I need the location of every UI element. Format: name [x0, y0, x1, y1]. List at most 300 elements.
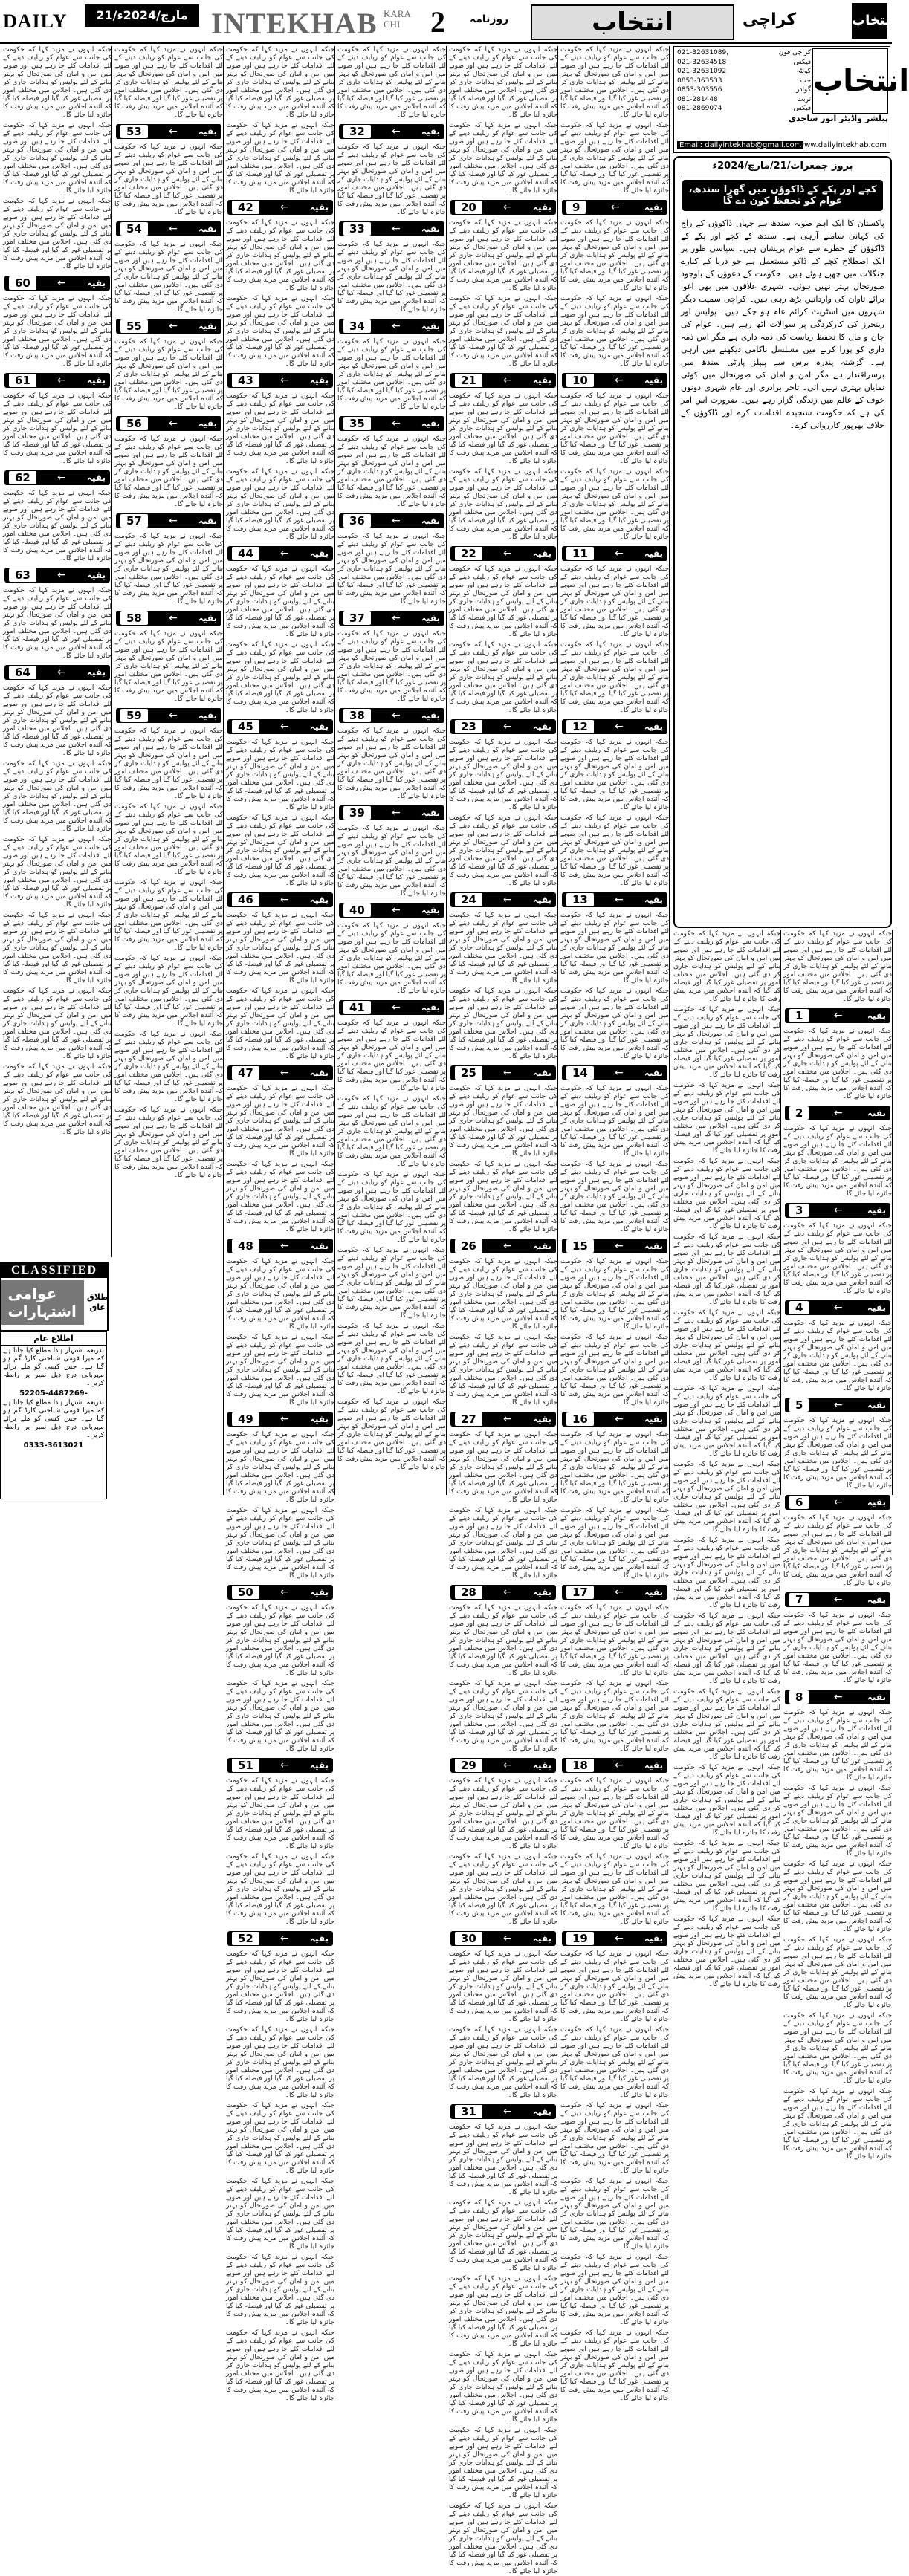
article-paragraph: جبکہ انہوں نے مزید کہا کہ حکومت کی جانب سے عوام کو ریلیف دینے کے لئے اقدامات کئے جا رہے ہیں اور صوبے میں امن و امان کی صورتحال کو بہتر بنانے کے لئے پولیس کو ہدایات جاری کر دی گئی ہیں۔ اجلاس میں مختلف امور پر تفصیلی غور کیا گیا اور فیصلہ کیا گیا کہ آئندہ اجلاس میں مزید پیش رفت کا جائزہ لیا جائے گا۔ [337, 143, 446, 216]
continued-header[interactable] [227, 373, 333, 388]
continued-label: بقیہ [309, 1760, 329, 1771]
article-paragraph: جبکہ انہوں نے مزید کہا کہ حکومت کی جانب سے عوام کو ریلیف دینے کے لئے اقدامات کئے جا رہے ہیں اور صوبے میں امن و امان کی صورتحال کو بہتر بنانے کے لئے پولیس کو ہدایات جاری کر دی گئی ہیں۔ اجلاس میں مختلف امور پر تفصیلی غور کیا گیا اور فیصلہ کیا گیا کہ آئندہ اجلاس میں مزید پیش رفت کا جائزہ لیا جائے گا۔ [560, 1431, 669, 1504]
article-paragraph: جبکہ انہوں نے مزید کہا کہ حکومت کی جانب سے عوام کو ریلیف دینے کے لئے اقدامات کئے جا رہے ہیں اور صوبے میں امن و امان کی صورتحال کو بہتر بنانے کے لئے پولیس کو ہدایات جاری کر دی گئی ہیں۔ اجلاس میں مختلف امور پر تفصیلی غور کیا گیا اور فیصلہ کیا گیا کہ آئندہ اجلاس میں مزید پیش رفت کا جائزہ لیا جائے گا۔ [449, 1334, 557, 1407]
article-paragraph: جبکہ انہوں نے مزید کہا کہ حکومت کی جانب سے عوام کو ریلیف دینے کے لئے اقدامات کئے جا رہے ہیں اور صوبے میں امن و امان کی صورتحال کو بہتر بنانے کے لئے پولیس کو ہدایات جاری کر دی گئی ہیں۔ اجلاس میں مختلف امور پر تفصیلی غور کیا گیا اور فیصلہ کیا گیا کہ آئندہ اجلاس میں مزید پیش رفت کا جائزہ لیا جائے گا۔ [449, 46, 557, 119]
continued-header[interactable] [116, 611, 221, 626]
page-number: 2 [425, 6, 450, 39]
continued-number: 13 [566, 893, 594, 906]
continued-number: 58 [120, 611, 148, 625]
continued-number: 25 [455, 1066, 482, 1080]
continued-number: 47 [232, 1066, 259, 1080]
arrow-left-icon: ← [169, 126, 178, 137]
continued-label: بقیہ [421, 1002, 440, 1013]
continued-label: بقیہ [867, 1594, 886, 1605]
article-paragraph: جبکہ انہوں نے مزید کہا کہ حکومت کی جانب سے عوام کو ریلیف دینے کے لئے اقدامات کئے جا رہے ہیں اور صوبے میں امن و امان کی صورتحال کو بہتر بنانے کے لئے پولیس کو ہدایات جاری کر دی گئی ہیں۔ اجلاس میں مختلف امور پر تفصیلی غور کیا گیا اور فیصلہ کیا گیا کہ آئندہ اجلاس میں مزید پیش رفت کا جائزہ لیا جائے گا۔ [114, 143, 223, 216]
continued-label: بقیہ [644, 895, 663, 905]
article-paragraph: جبکہ انہوں نے مزید کہا کہ حکومت کی جانب سے عوام کو ریلیف دینے کے لئے اقدامات کئے جا رہے ہیں اور صوبے میں امن و امان کی صورتحال کو بہتر بنانے کے لئے پولیس کو ہدایات جاری کر دی گئی ہیں۔ اجلاس میں مختلف امور پر تفصیلی غور کیا گیا اور فیصلہ کیا گیا کہ آئندہ اجلاس میں مزید پیش رفت کا جائزہ لیا جائے گا۔ [449, 565, 557, 638]
arrow-left-icon: ← [392, 710, 401, 721]
continued-header[interactable] [785, 1690, 890, 1704]
continued-header[interactable] [339, 124, 444, 139]
continued-header[interactable] [450, 200, 556, 215]
phone-row [677, 48, 811, 58]
continued-header[interactable] [450, 373, 556, 388]
continued-label: بقیہ [309, 202, 329, 212]
continued-header[interactable] [339, 805, 444, 820]
continued-number: 36 [343, 514, 371, 528]
article-paragraph: جبکہ انہوں نے مزید کہا کہ حکومت کی جانب سے عوام کو ریلیف دینے کے لئے اقدامات کئے جا رہے ہیں اور صوبے میں امن و امان کی صورتحال کو بہتر بنانے کے لئے پولیس کو ہدایات جاری کر دی گئی ہیں۔ اجلاس میں مختلف امور پر تفصیلی غور کیا گیا اور فیصلہ کیا گیا کہ آئندہ اجلاس میں مزید پیش رفت کا جائزہ لیا جائے گا۔ [114, 879, 223, 952]
website-link[interactable]: www.dailyintekhab.com [798, 141, 887, 149]
article-paragraph: جبکہ انہوں نے مزید کہا کہ حکومت کی جانب سے عوام کو ریلیف دینے کے لئے اقدامات کئے جا رہے ہیں اور صوبے میں امن و امان کی صورتحال کو بہتر بنانے کے لئے پولیس کو ہدایات جاری کر دی گئی ہیں۔ اجلاس میں مختلف امور پر تفصیلی غور کیا گیا اور فیصلہ کیا گیا کہ آئندہ اجلاس میں مزید پیش رفت کا جائزہ لیا جائے گا۔ [226, 565, 334, 638]
arrow-left-icon: ← [833, 1107, 843, 1119]
article-paragraph: جبکہ انہوں نے مزید کہا کہ حکومت کی جانب سے عوام کو ریلیف دینے کے لئے اقدامات کئے جا رہے ہیں اور صوبے میں امن و امان کی صورتحال کو بہتر بنانے کے لئے پولیس کو ہدایات جاری کر دی گئی ہیں۔ اجلاس میں مختلف امور پر تفصیلی غور کیا گیا اور فیصلہ کیا گیا کہ آئندہ اجلاس میں مزید پیش رفت کا جائزہ لیا جائے گا۔ [449, 1604, 557, 1677]
article-paragraph: جبکہ انہوں نے مزید کہا کہ حکومت کی جانب سے عوام کو ریلیف دینے کے لئے اقدامات کئے جا رہے ہیں اور صوبے میں امن و امان کی صورتحال کو بہتر بنانے کے لئے پولیس کو ہدایات جاری کر دی گئی ہیں۔ اجلاس میں مختلف امور پر تفصیلی غور کیا گیا اور فیصلہ کیا گیا کہ آئندہ اجلاس میں مزید پیش رفت کا جائزہ لیا جائے گا۔ [337, 1247, 446, 1320]
continued-label: بقیہ [421, 126, 440, 137]
phone-number[interactable]: 021-32631089, [677, 49, 729, 56]
continued-header[interactable] [450, 1065, 556, 1080]
continued-header[interactable] [339, 416, 444, 431]
article-paragraph: جبکہ انہوں نے مزید کہا کہ حکومت کی جانب سے عوام کو ریلیف دینے کے لئے اقدامات کئے جا رہے ہیں اور صوبے میں امن و امان کی صورتحال کو بہتر بنانے کے لئے پولیس کو ہدایات جاری کر دی گئی ہیں۔ اجلاس میں مختلف امور پر تفصیلی غور کیا گیا اور فیصلہ کیا گیا کہ آئندہ اجلاس میں مزید پیش رفت کا جائزہ لیا جائے گا۔ [783, 2012, 892, 2085]
article-paragraph: جبکہ انہوں نے مزید کہا کہ حکومت کی جانب سے عوام کو ریلیف دینے کے لئے اقدامات کئے جا رہے ہیں اور صوبے میں امن و امان کی صورتحال کو بہتر بنانے کے لئے پولیس کو ہدایات جاری کر دی گئی ہیں۔ اجلاس میں مختلف امور پر تفصیلی غور کیا گیا اور فیصلہ کیا گیا کہ آئندہ اجلاس میں مزید پیش رفت کا جائزہ لیا جائے گا۔ [3, 198, 111, 270]
article-paragraph: جبکہ انہوں نے مزید کہا کہ حکومت کی جانب سے عوام کو ریلیف دینے کے لئے اقدامات کئے جا رہے ہیں اور صوبے میں امن و امان کی صورتحال کو بہتر بنانے کے لئے پولیس کو ہدایات جاری کر دی گئی ہیں۔ اجلاس میں مختلف امور پر تفصیلی غور کیا گیا اور فیصلہ کیا گیا کہ آئندہ اجلاس میں مزید پیش رفت کا جائزہ لیا جائے گا۔ [560, 1853, 669, 1926]
masthead-left [3, 4, 445, 40]
continued-header[interactable] [116, 124, 221, 139]
phone-number[interactable]: 021-32634518 [677, 58, 727, 66]
continued-header[interactable] [339, 221, 444, 236]
article-paragraph: جبکہ انہوں نے مزید کہا کہ حکومت کی جانب سے عوام کو ریلیف دینے کے لئے اقدامات کئے جا رہے ہیں اور صوبے میں امن و امان کی صورتحال کو بہتر بنانے کے لئے پولیس کو ہدایات جاری کر دی گئی ہیں۔ اجلاس میں مختلف امور پر تفصیلی غور کیا گیا اور فیصلہ کیا گیا کہ آئندہ اجلاس میں مزید پیش رفت کا جائزہ لیا جائے گا۔ [449, 1950, 557, 2023]
article-paragraph: جبکہ انہوں نے مزید کہا کہ حکومت کی جانب سے عوام کو ریلیف دینے کے لئے اقدامات کئے جا رہے ہیں اور صوبے میں امن و امان کی صورتحال کو بہتر بنانے کے لئے پولیس کو ہدایات جاری کر دی گئی ہیں۔ اجلاس میں مختلف امور پر تفصیلی غور کیا گیا اور فیصلہ کیا گیا کہ آئندہ اجلاس میں مزید پیش رفت کا جائزہ لیا جائے گا۔ [560, 814, 669, 887]
article-paragraph: جبکہ انہوں نے مزید کہا کہ حکومت کی جانب سے عوام کو ریلیف دینے کے لئے اقدامات کئے جا رہے ہیں اور صوبے میں امن و امان کی صورتحال کو بہتر بنانے کے لئے پولیس کو ہدایات جاری کر دی گئی ہیں۔ اجلاس میں مختلف امور پر تفصیلی غور کیا گیا اور فیصلہ کیا گیا کہ آئندہ اجلاس میں مزید پیش رفت کا جائزہ لیا جائے گا۔ [449, 641, 557, 714]
continued-header[interactable] [116, 513, 221, 528]
continued-label: بقیہ [198, 613, 217, 623]
phone-label: گوادر [796, 86, 811, 94]
continued-number: 49 [232, 1412, 259, 1426]
continued-label: بقیہ [532, 375, 551, 386]
article-paragraph: جبکہ انہوں نے مزید کہا کہ حکومت کی جانب سے عوام کو ریلیف دینے کے لئے اقدامات کئے جا رہے ہیں اور صوبے میں امن و امان کی صورتحال کو بہتر بنانے کے لئے پولیس کو ہدایات جاری کر دی گئی ہیں۔ اجلاس میں مختلف امور پر تفصیلی غور کیا گیا اور فیصلہ کیا گیا کہ آئندہ اجلاس میں مزید پیش رفت کا جائزہ لیا جائے گا۔ [114, 338, 223, 411]
article-paragraph: جبکہ انہوں نے مزید کہا کہ حکومت کی جانب سے عوام کو ریلیف دینے کے لئے اقدامات کئے جا رہے ہیں اور صوبے میں امن و امان کی صورتحال کو بہتر بنانے کے لئے پولیس کو ہدایات جاری کر دی گئی ہیں۔ اجلاس میں مختلف امور پر تفصیلی غور کیا گیا اور فیصلہ کیا گیا کہ آئندہ اجلاس میں مزید پیش رفت کا جائزہ لیا جائے گا۔ [226, 2254, 334, 2326]
phone-number[interactable]: 021-32631092 [677, 68, 727, 75]
arrow-left-icon: ← [503, 201, 512, 213]
continued-label: بقیہ [532, 1068, 551, 1078]
notice-title: اطلاع عام [1, 1332, 106, 1346]
phone-number[interactable]: 081-2869074 [677, 105, 722, 112]
continued-header[interactable] [785, 1106, 890, 1120]
arrow-left-icon: ← [833, 1399, 843, 1411]
arrow-left-icon: ← [280, 1933, 289, 1944]
continued-label: بقیہ [309, 895, 329, 905]
article-paragraph: جبکہ انہوں نے مزید کہا کہ حکومت کی جانب سے عوام کو ریلیف دینے کے لئے اقدامات کئے جا رہے ہیں اور صوبے میں امن و امان کی صورتحال کو بہتر بنانے کے لئے پولیس کو ہدایات جاری کر دی گئی ہیں۔ اجلاس میں مختلف امور پر تفصیلی غور کیا گیا اور فیصلہ کیا گیا کہ آئندہ اجلاس میں مزید پیش رفت کا جائزہ لیا جائے گا۔ [3, 392, 111, 465]
continued-number: 8 [789, 1690, 809, 1704]
news-column [337, 46, 447, 1495]
article-paragraph: جبکہ انہوں نے مزید کہا کہ حکومت کی جانب سے عوام کو ریلیف دینے کے لئے اقدامات کئے جا رہے ہیں اور صوبے میں امن و امان کی صورتحال کو بہتر بنانے کے لئے پولیس کو ہدایات جاری کر دی گئی ہیں۔ اجلاس میں مختلف امور پر تفصیلی غور کیا گیا اور فیصلہ کیا گیا کہ آئندہ اجلاس میں مزید پیش رفت کا جائزہ لیا جائے گا۔ [449, 2502, 557, 2575]
arrow-left-icon: ← [615, 374, 624, 386]
article-paragraph: جبکہ انہوں نے مزید کہا کہ حکومت کی جانب سے عوام کو ریلیف دینے کے لئے اقدامات کئے جا رہے ہیں اور صوبے میں امن و امان کی صورتحال کو بہتر بنانے کے لئے پولیس کو ہدایات جاری کر دی گئی ہیں۔ اجلاس میں مختلف امور پر تفصیلی غور کیا گیا اور فیصلہ کیا گیا کہ آئندہ اجلاس میں مزید پیش رفت کا جائزہ لیا جائے گا۔ [560, 1604, 669, 1677]
arrow-left-icon: ← [503, 1067, 512, 1079]
arrow-left-icon: ← [503, 1759, 512, 1771]
arrow-left-icon: ← [392, 904, 401, 916]
continued-header[interactable] [227, 1065, 333, 1080]
continued-header[interactable] [227, 719, 333, 734]
article-paragraph: جبکہ انہوں نے مزید کہا کہ حکومت کی جانب سے عوام کو ریلیف دینے کے لئے اقدامات کئے جا رہے ہیں اور صوبے میں امن و امان کی صورتحال کو بہتر بنانے کے لئے پولیس کو ہدایات جاری کر دی گئی ہیں۔ اجلاس میں مختلف امور پر تفصیلی غور کیا گیا اور فیصلہ کیا گیا کہ آئندہ اجلاس میں مزید پیش رفت کا جائزہ لیا جائے گا۔ [673, 1233, 780, 1306]
news-column [560, 46, 670, 2402]
article-paragraph: جبکہ انہوں نے مزید کہا کہ حکومت کی جانب سے عوام کو ریلیف دینے کے لئے اقدامات کئے جا رہے ہیں اور صوبے میں امن و امان کی صورتحال کو بہتر بنانے کے لئے پولیس کو ہدایات جاری کر دی گئی ہیں۔ اجلاس میں مختلف امور پر تفصیلی غور کیا گیا اور فیصلہ کیا گیا کہ آئندہ اجلاس میں مزید پیش رفت کا جائزہ لیا جائے گا۔ [114, 533, 223, 606]
article-paragraph: جبکہ انہوں نے مزید کہا کہ حکومت کی جانب سے عوام کو ریلیف دینے کے لئے اقدامات کئے جا رہے ہیں اور صوبے میں امن و امان کی صورتحال کو بہتر بنانے کے لئے پولیس کو ہدایات جاری کر دی گئی ہیں۔ اجلاس میں مختلف امور پر تفصیلی غور کیا گیا اور فیصلہ کیا گیا کہ آئندہ اجلاس میں مزید پیش رفت کا جائزہ لیا جائے گا۔ [226, 1334, 334, 1407]
article-paragraph: جبکہ انہوں نے مزید کہا کہ حکومت کی جانب سے عوام کو ریلیف دینے کے لئے اقدامات کئے جا رہے ہیں اور صوبے میں امن و امان کی صورتحال کو بہتر بنانے کے لئے پولیس کو ہدایات جاری کر دی گئی ہیں۔ اجلاس میں مختلف امور پر تفصیلی غور کیا گیا اور فیصلہ کیا گیا کہ آئندہ اجلاس میں مزید پیش رفت کا جائزہ لیا جائے گا۔ [449, 1085, 557, 1158]
news-column [3, 46, 112, 1257]
phone-row [677, 77, 811, 86]
article-paragraph: جبکہ انہوں نے مزید کہا کہ حکومت کی جانب سے عوام کو ریلیف دینے کے لئے اقدامات کئے جا رہے ہیں اور صوبے میں امن و امان کی صورتحال کو بہتر بنانے کے لئے پولیس کو ہدایات جاری کر دی گئی ہیں۔ اجلاس میں مختلف امور پر تفصیلی غور کیا گیا اور فیصلہ کیا گیا کہ آئندہ اجلاس میں مزید پیش رفت کا جائزہ لیا جائے گا۔ [673, 1764, 780, 1837]
public-notice [0, 1331, 107, 1499]
arrow-left-icon: ← [615, 1933, 624, 1944]
continued-header[interactable] [562, 719, 667, 734]
phone-number[interactable]: 0853-363533 [677, 77, 722, 85]
continued-header[interactable] [116, 416, 221, 431]
arrow-left-icon: ← [833, 1594, 843, 1606]
continued-label: بقیہ [532, 1760, 551, 1771]
arrow-left-icon: ← [280, 1413, 289, 1425]
arrow-left-icon: ← [615, 1586, 624, 1598]
continued-header[interactable] [227, 1758, 333, 1773]
masthead [0, 0, 896, 44]
classified-side-label: طلاق عاق [86, 1292, 109, 1312]
continued-header[interactable] [4, 665, 110, 680]
notice-phone-2: 0333-3613021 [23, 1441, 84, 1450]
news-column [783, 930, 893, 2161]
continued-label: بقیہ [198, 516, 217, 526]
continued-header[interactable] [785, 1495, 890, 1510]
arrow-left-icon: ← [392, 126, 401, 137]
continued-label: بقیہ [867, 1692, 886, 1702]
continued-label: بقیہ [532, 721, 551, 732]
article-paragraph: جبکہ انہوں نے مزید کہا کہ حکومت کی جانب سے عوام کو ریلیف دینے کے لئے اقدامات کئے جا رہے ہیں اور صوبے میں امن و امان کی صورتحال کو بہتر بنانے کے لئے پولیس کو ہدایات جاری کر دی گئی ہیں۔ اجلاس میں مختلف امور پر تفصیلی غور کیا گیا اور فیصلہ کیا گیا کہ آئندہ اجلاس میں مزید پیش رفت کا جائزہ لیا جائے گا۔ [560, 565, 669, 638]
article-paragraph: جبکہ انہوں نے مزید کہا کہ حکومت کی جانب سے عوام کو ریلیف دینے کے لئے اقدامات کئے جا رہے ہیں اور صوبے میں امن و امان کی صورتحال کو بہتر بنانے کے لئے پولیس کو ہدایات جاری کر دی گئی ہیں۔ اجلاس میں مختلف امور پر تفصیلی غور کیا گیا اور فیصلہ کیا گیا کہ آئندہ اجلاس میں مزید پیش رفت کا جائزہ لیا جائے گا۔ [3, 684, 111, 757]
arrow-left-icon: ← [392, 515, 401, 527]
article-paragraph: جبکہ انہوں نے مزید کہا کہ حکومت کی جانب سے عوام کو ریلیف دینے کے لئے اقدامات کئے جا رہے ہیں اور صوبے میں امن و امان کی صورتحال کو بہتر بنانے کے لئے پولیس کو ہدایات جاری کر دی گئی ہیں۔ اجلاس میں مختلف امور پر تفصیلی غور کیا گیا اور فیصلہ کیا گیا کہ آئندہ اجلاس میں مزید پیش رفت کا جائزہ لیا جائے گا۔ [560, 392, 669, 465]
continued-number: 7 [789, 1593, 809, 1606]
article-paragraph: جبکہ انہوں نے مزید کہا کہ حکومت کی جانب سے عوام کو ریلیف دینے کے لئے اقدامات کئے جا رہے ہیں اور صوبے میں امن و امان کی صورتحال کو بہتر بنانے کے لئے پولیس کو ہدایات جاری کر دی گئی ہیں۔ اجلاس میں مختلف امور پر تفصیلی غور کیا گیا اور فیصلہ کیا گیا کہ آئندہ اجلاس میں مزید پیش رفت کا جائزہ لیا جائے گا۔ [673, 1461, 780, 1534]
arrow-left-icon: ← [615, 721, 624, 733]
continued-number: 2 [789, 1106, 809, 1120]
article-paragraph: جبکہ انہوں نے مزید کہا کہ حکومت کی جانب سے عوام کو ریلیف دینے کے لئے اقدامات کئے جا رہے ہیں اور صوبے میں امن و امان کی صورتحال کو بہتر بنانے کے لئے پولیس کو ہدایات جاری کر دی گئی ہیں۔ اجلاس میں مختلف امور پر تفصیلی غور کیا گیا اور فیصلہ کیا گیا کہ آئندہ اجلاس میں مزید پیش رفت کا جائزہ لیا جائے گا۔ [226, 1853, 334, 1926]
continued-number: 32 [343, 125, 371, 138]
continued-header[interactable] [562, 1065, 667, 1080]
article-paragraph: جبکہ انہوں نے مزید کہا کہ حکومت کی جانب سے عوام کو ریلیف دینے کے لئے اقدامات کئے جا رہے ہیں اور صوبے میں امن و امان کی صورتحال کو بہتر بنانے کے لئے پولیس کو ہدایات جاری کر دی گئی ہیں۔ اجلاس میں مختلف امور پر تفصیلی غور کیا گیا اور فیصلہ کیا گیا کہ آئندہ اجلاس میں مزید پیش رفت کا جائزہ لیا جائے گا۔ [114, 955, 223, 1028]
continued-header[interactable] [785, 1203, 890, 1218]
continued-number: 14 [566, 1066, 594, 1080]
continued-number: 27 [455, 1412, 482, 1426]
contact-logo: انتخاب [812, 48, 888, 114]
continued-label: بقیہ [867, 1497, 886, 1508]
continued-label: بقیہ [309, 375, 329, 386]
continued-header[interactable] [339, 903, 444, 918]
continued-label: بقیہ [532, 1414, 551, 1424]
arrow-left-icon: ← [833, 1204, 843, 1216]
article-paragraph: جبکہ انہوں نے مزید کہا کہ حکومت کی جانب سے عوام کو ریلیف دینے کے لئے اقدامات کئے جا رہے ہیں اور صوبے میں امن و امان کی صورتحال کو بہتر بنانے کے لئے پولیس کو ہدایات جاری کر دی گئی ہیں۔ اجلاس میں مختلف امور پر تفصیلی غور کیا گیا اور فیصلہ کیا گیا کہ آئندہ اجلاس میں مزید پیش رفت کا جائزہ لیا جائے گا۔ [560, 1950, 669, 2023]
continued-header[interactable] [116, 319, 221, 334]
arrow-left-icon: ← [833, 1302, 843, 1314]
continued-number: 57 [120, 514, 148, 528]
continued-header[interactable] [450, 1931, 556, 1946]
notice-text-2: بذریعہ اشتہار ہذا مطلع کیا جاتا ہے کہ میرا قومی شناختی کارڈ گم ہو گیا ہے۔ جس کسی کو ملے برائے مہربانی درج ذیل نمبر پر رابطہ کریں۔ [3, 1399, 104, 1439]
article-paragraph: جبکہ انہوں نے مزید کہا کہ حکومت کی جانب سے عوام کو ریلیف دینے کے لئے اقدامات کئے جا رہے ہیں اور صوبے میں امن و امان کی صورتحال کو بہتر بنانے کے لئے پولیس کو ہدایات جاری کر دی گئی ہیں۔ اجلاس میں مختلف امور پر تفصیلی غور کیا گیا اور فیصلہ کیا گیا کہ آئندہ اجلاس میں مزید پیش رفت کا جائزہ لیا جائے گا۔ [449, 392, 557, 465]
continued-label: بقیہ [421, 321, 440, 331]
editorial-date: بروز جمعرات/21/مارچ/2024ء [681, 158, 884, 175]
article-paragraph: جبکہ انہوں نے مزید کہا کہ حکومت کی جانب سے عوام کو ریلیف دینے کے لئے اقدامات کئے جا رہے ہیں اور صوبے میں امن و امان کی صورتحال کو بہتر بنانے کے لئے پولیس کو ہدایات جاری کر دی گئی ہیں۔ اجلاس میں مختلف امور پر تفصیلی غور کیا گیا اور فیصلہ کیا گیا کہ آئندہ اجلاس میں مزید پیش رفت کا جائزہ لیا جائے گا۔ [673, 1082, 780, 1155]
continued-header[interactable] [227, 1931, 333, 1946]
continued-header[interactable] [339, 611, 444, 626]
continued-header[interactable] [339, 319, 444, 334]
continued-label: بقیہ [421, 418, 440, 429]
article-paragraph: جبکہ انہوں نے مزید کہا کہ حکومت کی جانب سے عوام کو ریلیف دینے کے لئے اقدامات کئے جا رہے ہیں اور صوبے میں امن و امان کی صورتحال کو بہتر بنانے کے لئے پولیس کو ہدایات جاری کر دی گئی ہیں۔ اجلاس میں مختلف امور پر تفصیلی غور کیا گیا اور فیصلہ کیا گیا کہ آئندہ اجلاس میں مزید پیش رفت کا جائزہ لیا جائے گا۔ [449, 122, 557, 195]
continued-header[interactable] [227, 1412, 333, 1427]
phone-row [677, 95, 811, 105]
continued-header[interactable] [450, 2104, 556, 2119]
article-paragraph: جبکہ انہوں نے مزید کہا کہ حکومت کی جانب سے عوام کو ریلیف دینے کے لئے اقدامات کئے جا رہے ہیں اور صوبے میں امن و امان کی صورتحال کو بہتر بنانے کے لئے پولیس کو ہدایات جاری کر دی گئی ہیں۔ اجلاس میں مختلف امور پر تفصیلی غور کیا گیا اور فیصلہ کیا گیا کہ آئندہ اجلاس میں مزید پیش رفت کا جائزہ لیا جائے گا۔ [226, 641, 334, 714]
arrow-left-icon: ← [833, 1691, 843, 1703]
continued-label: بقیہ [867, 1302, 886, 1313]
article-paragraph: جبکہ انہوں نے مزید کہا کہ حکومت کی جانب سے عوام کو ریلیف دینے کے لئے اقدامات کئے جا رہے ہیں اور صوبے میں امن و امان کی صورتحال کو بہتر بنانے کے لئے پولیس کو ہدایات جاری کر دی گئی ہیں۔ اجلاس میں مختلف امور پر تفصیلی غور کیا گیا اور فیصلہ کیا گیا کہ آئندہ اجلاس میں مزید پیش رفت کا جائزہ لیا جائے گا۔ [449, 2275, 557, 2348]
article-paragraph: جبکہ انہوں نے مزید کہا کہ حکومت کی جانب سے عوام کو ریلیف دینے کے لئے اقدامات کئے جا رہے ہیں اور صوبے میں امن و امان کی صورتحال کو بہتر بنانے کے لئے پولیس کو ہدایات جاری کر دی گئی ہیں۔ اجلاس میں مختلف امور پر تفصیلی غور کیا گیا اور فیصلہ کیا گیا کہ آئندہ اجلاس میں مزید پیش رفت کا جائزہ لیا جائے گا۔ [560, 2329, 669, 2402]
article-paragraph: جبکہ انہوں نے مزید کہا کہ حکومت کی جانب سے عوام کو ریلیف دینے کے لئے اقدامات کئے جا رہے ہیں اور صوبے میں امن و امان کی صورتحال کو بہتر بنانے کے لئے پولیس کو ہدایات جاری کر دی گئی ہیں۔ اجلاس میں مختلف امور پر تفصیلی غور کیا گیا اور فیصلہ کیا گیا کہ آئندہ اجلاس میں مزید پیش رفت کا جائزہ لیا جائے گا۔ [337, 435, 446, 508]
continued-number: 50 [232, 1586, 259, 1599]
continued-number: 43 [232, 374, 259, 387]
continued-header[interactable] [116, 221, 221, 236]
phone-label: فیکس [793, 58, 811, 66]
phone-number[interactable]: 0853-303556 [677, 86, 722, 94]
continued-label: بقیہ [644, 1587, 663, 1597]
continued-header[interactable] [4, 373, 110, 388]
continued-label: بقیہ [421, 613, 440, 623]
arrow-left-icon: ← [169, 223, 178, 235]
article-paragraph: جبکہ انہوں نے مزید کہا کہ حکومت کی جانب سے عوام کو ریلیف دینے کے لئے اقدامات کئے جا رہے ہیں اور صوبے میں امن و امان کی صورتحال کو بہتر بنانے کے لئے پولیس کو ہدایات جاری کر دی گئی ہیں۔ اجلاس میں مختلف امور پر تفصیلی غور کیا گیا اور فیصلہ کیا گیا کہ آئندہ اجلاس میں مزید پیش رفت کا جائزہ لیا جائے گا۔ [337, 46, 446, 119]
continued-header[interactable] [785, 1008, 890, 1023]
arrow-left-icon: ← [503, 548, 512, 559]
article-paragraph: جبکہ انہوں نے مزید کہا کہ حکومت کی جانب سے عوام کو ریلیف دینے کے لئے اقدامات کئے جا رہے ہیں اور صوبے میں امن و امان کی صورتحال کو بہتر بنانے کے لئے پولیس کو ہدایات جاری کر دی گئی ہیں۔ اجلاس میں مختلف امور پر تفصیلی غور کیا گیا اور فیصلہ کیا گیا کہ آئندہ اجلاس میں مزید پیش رفت کا جائزہ لیا جائے گا۔ [449, 2124, 557, 2196]
article-paragraph: جبکہ انہوں نے مزید کہا کہ حکومت کی جانب سے عوام کو ریلیف دینے کے لئے اقدامات کئے جا رہے ہیں اور صوبے میں امن و امان کی صورتحال کو بہتر بنانے کے لئے پولیس کو ہدایات جاری کر دی گئی ہیں۔ اجلاس میں مختلف امور پر تفصیلی غور کیا گیا اور فیصلہ کیا گیا کہ آئندہ اجلاس میں مزید پیش رفت کا جائزہ لیا جائے گا۔ [226, 987, 334, 1060]
phone-row [677, 58, 811, 68]
continued-header[interactable] [562, 1931, 667, 1946]
arrow-left-icon: ← [57, 666, 66, 678]
continued-number: 33 [343, 222, 371, 236]
continued-number: 26 [455, 1239, 482, 1253]
continued-header[interactable] [227, 1585, 333, 1600]
article-paragraph: جبکہ انہوں نے مزید کہا کہ حکومت کی جانب سے عوام کو ریلیف دینے کے لئے اقدامات کئے جا رہے ہیں اور صوبے میں امن و امان کی صورتحال کو بہتر بنانے کے لئے پولیس کو ہدایات جاری کر دی گئی ہیں۔ اجلاس میں مختلف امور پر تفصیلی غور کیا گیا اور فیصلہ کیا گیا کہ آئندہ اجلاس میں مزید پیش رفت کا جائزہ لیا جائے گا۔ [226, 2102, 334, 2175]
article-paragraph: جبکہ انہوں نے مزید کہا کہ حکومت کی جانب سے عوام کو ریلیف دینے کے لئے اقدامات کئے جا رہے ہیں اور صوبے میں امن و امان کی صورتحال کو بہتر بنانے کے لئے پولیس کو ہدایات جاری کر دی گئی ہیں۔ اجلاس میں مختلف امور پر تفصیلی غور کیا گیا اور فیصلہ کیا گیا کہ آئندہ اجلاس میں مزید پیش رفت کا جائزہ لیا جائے گا۔ [560, 1085, 669, 1158]
continued-header[interactable] [339, 708, 444, 723]
notice-text: بذریعہ اشتہار ہذا مطلع کیا جاتا ہے کہ میرا قومی شناختی کارڈ گم ہو گیا ہے۔ جس کسی کو ملے برائے مہربانی درج ذیل نمبر پر رابطہ کریں۔ [3, 1347, 104, 1387]
continued-number: 59 [120, 709, 148, 722]
article-paragraph: جبکہ انہوں نے مزید کہا کہ حکومت کی جانب سے عوام کو ریلیف دینے کے لئے اقدامات کئے جا رہے ہیں اور صوبے میں امن و امان کی صورتحال کو بہتر بنانے کے لئے پولیس کو ہدایات جاری کر دی گئی ہیں۔ اجلاس میں مختلف امور پر تفصیلی غور کیا گیا اور فیصلہ کیا گیا کہ آئندہ اجلاس میں مزید پیش رفت کا جائزہ لیا جائے گا۔ [114, 46, 223, 119]
continued-label: بقیہ [421, 905, 440, 915]
city-english: KARA CHI [384, 8, 411, 30]
continued-header[interactable] [450, 1758, 556, 1773]
continued-number: 39 [343, 806, 371, 820]
arrow-left-icon: ← [392, 223, 401, 235]
continued-header[interactable] [450, 892, 556, 907]
continued-number: 29 [455, 1759, 482, 1772]
arrow-left-icon: ← [615, 1240, 624, 1252]
article-paragraph: جبکہ انہوں نے مزید کہا کہ حکومت کی جانب سے عوام کو ریلیف دینے کے لئے اقدامات کئے جا رہے ہیں اور صوبے میں امن و امان کی صورتحال کو بہتر بنانے کے لئے پولیس کو ہدایات جاری کر دی گئی ہیں۔ اجلاس میں مختلف امور پر تفصیلی غور کیا گیا اور فیصلہ کیا گیا کہ آئندہ اجلاس میں مزید پیش رفت کا جائزہ لیا جائے گا۔ [673, 1158, 780, 1230]
continued-label: بقیہ [867, 1205, 886, 1216]
article-paragraph: جبکہ انہوں نے مزید کہا کہ حکومت کی جانب سے عوام کو ریلیف دینے کے لئے اقدامات کئے جا رہے ہیں اور صوبے میں امن و امان کی صورتحال کو بہتر بنانے کے لئے پولیس کو ہدایات جاری کر دی گئی ہیں۔ اجلاس میں مختلف امور پر تفصیلی غور کیا گیا اور فیصلہ کیا گیا کہ آئندہ اجلاس میں مزید پیش رفت کا جائزہ لیا جائے گا۔ [673, 1915, 780, 1988]
continued-header[interactable] [4, 568, 110, 583]
article-paragraph: جبکہ انہوں نے مزید کہا کہ حکومت کی جانب سے عوام کو ریلیف دینے کے لئے اقدامات کئے جا رہے ہیں اور صوبے میں امن و امان کی صورتحال کو بہتر بنانے کے لئے پولیس کو ہدایات جاری کر دی گئی ہیں۔ اجلاس میں مختلف امور پر تفصیلی غور کیا گیا اور فیصلہ کیا گیا کہ آئندہ اجلاس میں مزید پیش رفت کا جائزہ لیا جائے گا۔ [449, 219, 557, 292]
continued-label: بقیہ [532, 2106, 551, 2117]
article-paragraph: جبکہ انہوں نے مزید کہا کہ حکومت کی جانب سے عوام کو ریلیف دینے کے لئے اقدامات کئے جا رہے ہیں اور صوبے میں امن و امان کی صورتحال کو بہتر بنانے کے لئے پولیس کو ہدایات جاری کر دی گئی ہیں۔ اجلاس میں مختلف امور پر تفصیلی غور کیا گیا اور فیصلہ کیا گیا کہ آئندہ اجلاس میں مزید پیش رفت کا جائزہ لیا جائے گا۔ [560, 2102, 669, 2175]
arrow-left-icon: ← [280, 721, 289, 733]
arrow-left-icon: ← [610, 201, 620, 213]
continued-label: بقیہ [532, 1241, 551, 1251]
phone-row [677, 67, 811, 77]
continued-header[interactable] [562, 373, 667, 388]
article-paragraph: جبکہ انہوں نے مزید کہا کہ حکومت کی جانب سے عوام کو ریلیف دینے کے لئے اقدامات کئے جا رہے ہیں اور صوبے میں امن و امان کی صورتحال کو بہتر بنانے کے لئے پولیس کو ہدایات جاری کر دی گئی ہیں۔ اجلاس میں مختلف امور پر تفصیلی غور کیا گیا اور فیصلہ کیا گیا کہ آئندہ اجلاس میں مزید پیش رفت کا جائزہ لیا جائے گا۔ [449, 1431, 557, 1504]
article-paragraph: جبکہ انہوں نے مزید کہا کہ حکومت کی جانب سے عوام کو ریلیف دینے کے لئے اقدامات کئے جا رہے ہیں اور صوبے میں امن و امان کی صورتحال کو بہتر بنانے کے لئے پولیس کو ہدایات جاری کر دی گئی ہیں۔ اجلاس میں مختلف امور پر تفصیلی غور کیا گیا اور فیصلہ کیا گیا کہ آئندہ اجلاس میں مزید پیش رفت کا جائزہ لیا جائے گا۔ [3, 295, 111, 368]
article-paragraph: جبکہ انہوں نے مزید کہا کہ حکومت کی جانب سے عوام کو ریلیف دینے کے لئے اقدامات کئے جا رہے ہیں اور صوبے میں امن و امان کی صورتحال کو بہتر بنانے کے لئے پولیس کو ہدایات جاری کر دی گئی ہیں۔ اجلاس میں مختلف امور پر تفصیلی غور کیا گیا اور فیصلہ کیا گیا کہ آئندہ اجلاس میں مزید پیش رفت کا جائزہ لیا جائے گا۔ [560, 2026, 669, 2099]
continued-number: 56 [120, 417, 148, 430]
continued-number: 10 [566, 374, 594, 387]
article-paragraph: جبکہ انہوں نے مزید کہا کہ حکومت کی جانب سے عوام کو ریلیف دینے کے لئے اقدامات کئے جا رہے ہیں اور صوبے میں امن و امان کی صورتحال کو بہتر بنانے کے لئے پولیس کو ہدایات جاری کر دی گئی ہیں۔ اجلاس میں مختلف امور پر تفصیلی غور کیا گیا اور فیصلہ کیا گیا کہ آئندہ اجلاس میں مزید پیش رفت کا جائزہ لیا جائے گا۔ [449, 2427, 557, 2499]
continued-label: بقیہ [309, 1414, 329, 1424]
continued-number: 54 [120, 222, 148, 236]
article-paragraph: جبکہ انہوں نے مزید کہا کہ حکومت کی جانب سے عوام کو ریلیف دینے کے لئے اقدامات کئے جا رہے ہیں اور صوبے میں امن و امان کی صورتحال کو بہتر بنانے کے لئے پولیس کو ہدایات جاری کر دی گئی ہیں۔ اجلاس میں مختلف امور پر تفصیلی غور کیا گیا اور فیصلہ کیا گیا کہ آئندہ اجلاس میں مزید پیش رفت کا جائزہ لیا جائے گا۔ [114, 630, 223, 703]
arrow-left-icon: ← [615, 1413, 624, 1425]
article-paragraph: جبکہ انہوں نے مزید کہا کہ حکومت کی جانب سے عوام کو ریلیف دینے کے لئے اقدامات کئے جا رہے ہیں اور صوبے میں امن و امان کی صورتحال کو بہتر بنانے کے لئے پولیس کو ہدایات جاری کر دی گئی ہیں۔ اجلاس میں مختلف امور پر تفصیلی غور کیا گیا اور فیصلہ کیا گیا کہ آئندہ اجلاس میں مزید پیش رفت کا جائزہ لیا جائے گا۔ [560, 987, 669, 1060]
continued-label: بقیہ [644, 1241, 663, 1251]
continued-label: بقیہ [644, 721, 663, 732]
article-paragraph: جبکہ انہوں نے مزید کہا کہ حکومت کی جانب سے عوام کو ریلیف دینے کے لئے اقدامات کئے جا رہے ہیں اور صوبے میں امن و امان کی صورتحال کو بہتر بنانے کے لئے پولیس کو ہدایات جاری کر دی گئی ہیں۔ اجلاس میں مختلف امور پر تفصیلی غور کیا گیا اور فیصلہ کیا گیا کہ آئندہ اجلاس میں مزید پیش رفت کا جائزہ لیا جائے گا۔ [449, 295, 557, 368]
continued-header[interactable] [450, 1585, 556, 1600]
article-paragraph: جبکہ انہوں نے مزید کہا کہ حکومت کی جانب سے عوام کو ریلیف دینے کے لئے اقدامات کئے جا رہے ہیں اور صوبے میں امن و امان کی صورتحال کو بہتر بنانے کے لئے پولیس کو ہدایات جاری کر دی گئی ہیں۔ اجلاس میں مختلف امور پر تفصیلی غور کیا گیا اور فیصلہ کیا گیا کہ آئندہ اجلاس میں مزید پیش رفت کا جائزہ لیا جائے گا۔ [560, 295, 669, 368]
continued-label: بقیہ [532, 1587, 551, 1597]
continued-label: بقیہ [867, 1010, 886, 1021]
continued-label: بقیہ [86, 473, 106, 483]
article-paragraph: جبکہ انہوں نے مزید کہا کہ حکومت کی جانب سے عوام کو ریلیف دینے کے لئے اقدامات کئے جا رہے ہیں اور صوبے میں امن و امان کی صورتحال کو بہتر بنانے کے لئے پولیس کو ہدایات جاری کر دی گئی ہیں۔ اجلاس میں مختلف امور پر تفصیلی غور کیا گیا اور فیصلہ کیا گیا کہ آئندہ اجلاس میں مزید پیش رفت کا جائزہ لیا جائے گا۔ [114, 435, 223, 508]
continued-number: 48 [232, 1239, 259, 1253]
continued-number: 9 [566, 201, 586, 214]
continued-number: 52 [232, 1932, 259, 1945]
news-column [114, 46, 224, 1495]
continued-label: بقیہ [309, 721, 329, 732]
continued-header[interactable] [227, 892, 333, 907]
continued-header[interactable] [562, 1585, 667, 1600]
classified-title: CLASSIFIED [1, 1263, 107, 1278]
continued-number: 37 [343, 611, 371, 625]
continued-label: بقیہ [421, 516, 440, 526]
article-paragraph: جبکہ انہوں نے مزید کہا کہ حکومت کی جانب سے عوام کو ریلیف دینے کے لئے اقدامات کئے جا رہے ہیں اور صوبے میں امن و امان کی صورتحال کو بہتر بنانے کے لئے پولیس کو ہدایات جاری کر دی گئی ہیں۔ اجلاس میں مختلف امور پر تفصیلی غور کیا گیا اور فیصلہ کیا گیا کہ آئندہ اجلاس میں مزید پیش رفت کا جائزہ لیا جائے گا۔ [3, 587, 111, 660]
arrow-left-icon: ← [169, 515, 178, 527]
article-paragraph: جبکہ انہوں نے مزید کہا کہ حکومت کی جانب سے عوام کو ریلیف دینے کے لئے اقدامات کئے جا رہے ہیں اور صوبے میں امن و امان کی صورتحال کو بہتر بنانے کے لئے پولیس کو ہدایات جاری کر دی گئی ہیں۔ اجلاس میں مختلف امور پر تفصیلی غور کیا گیا اور فیصلہ کیا گیا کہ آئندہ اجلاس میں مزید پیش رفت کا جائزہ لیا جائے گا۔ [449, 468, 557, 541]
article-paragraph: جبکہ انہوں نے مزید کہا کہ حکومت کی جانب سے عوام کو ریلیف دینے کے لئے اقدامات کئے جا رہے ہیں اور صوبے میں امن و امان کی صورتحال کو بہتر بنانے کے لئے پولیس کو ہدایات جاری کر دی گئی ہیں۔ اجلاس میں مختلف امور پر تفصیلی غور کیا گیا اور فیصلہ کیا گیا کہ آئندہ اجلاس میں مزید پیش رفت کا جائزہ لیا جائے گا۔ [337, 338, 446, 411]
continued-header[interactable] [450, 719, 556, 734]
continued-header[interactable] [227, 200, 333, 215]
continued-header[interactable] [339, 1000, 444, 1015]
continued-number: 21 [455, 374, 482, 387]
phone-label: کوئٹہ [796, 68, 811, 75]
article-paragraph: جبکہ انہوں نے مزید کہا کہ حکومت کی جانب سے عوام کو ریلیف دینے کے لئے اقدامات کئے جا رہے ہیں اور صوبے میں امن و امان کی صورتحال کو بہتر بنانے کے لئے پولیس کو ہدایات جاری کر دی گئی ہیں۔ اجلاس میں مختلف امور پر تفصیلی غور کیا گیا اور فیصلہ کیا گیا کہ آئندہ اجلاس میں مزید پیش رفت کا جائزہ لیا جائے گا۔ [226, 1258, 334, 1331]
continued-label: بقیہ [644, 375, 663, 386]
continued-header[interactable] [562, 892, 667, 907]
classified-urdu-label: عوامی اشتہارات [1, 1280, 84, 1325]
continued-header[interactable] [4, 470, 110, 485]
editorial-box [673, 156, 892, 928]
arrow-left-icon: ← [280, 1759, 289, 1771]
continued-header[interactable] [562, 1239, 667, 1253]
contact-box [673, 46, 909, 153]
continued-header[interactable] [227, 1239, 333, 1253]
article-paragraph: جبکہ انہوں نے مزید کہا کہ حکومت کی جانب سے عوام کو ریلیف دینے کے لئے اقدامات کئے جا رہے ہیں اور صوبے میں امن و امان کی صورتحال کو بہتر بنانے کے لئے پولیس کو ہدایات جاری کر دی گئی ہیں۔ اجلاس میں مختلف امور پر تفصیلی غور کیا گیا اور فیصلہ کیا گیا کہ آئندہ اجلاس میں مزید پیش رفت کا جائزہ لیا جائے گا۔ [226, 2329, 334, 2402]
continued-number: 51 [232, 1759, 259, 1772]
arrow-left-icon: ← [169, 418, 178, 429]
continued-header[interactable] [785, 1398, 890, 1412]
continued-header[interactable] [562, 200, 667, 215]
continued-label: بقیہ [532, 1933, 551, 1944]
continued-header[interactable] [785, 1592, 890, 1607]
arrow-left-icon: ← [280, 201, 289, 213]
article-paragraph: جبکہ انہوں نے مزید کہا کہ حکومت کی جانب سے عوام کو ریلیف دینے کے لئے اقدامات کئے جا رہے ہیں اور صوبے میں امن و امان کی صورتحال کو بہتر بنانے کے لئے پولیس کو ہدایات جاری کر دی گئی ہیں۔ اجلاس میں مختلف امور پر تفصیلی غور کیا گیا اور فیصلہ کیا گیا کہ آئندہ اجلاس میں مزید پیش رفت کا جائزہ لیا جائے گا۔ [673, 1006, 780, 1079]
article-paragraph: جبکہ انہوں نے مزید کہا کہ حکومت کی جانب سے عوام کو ریلیف دینے کے لئے اقدامات کئے جا رہے ہیں اور صوبے میں امن و امان کی صورتحال کو بہتر بنانے کے لئے پولیس کو ہدایات جاری کر دی گئی ہیں۔ اجلاس میں مختلف امور پر تفصیلی غور کیا گیا اور فیصلہ کیا گیا کہ آئندہ اجلاس میں مزید پیش رفت کا جائزہ لیا جائے گا۔ [3, 987, 111, 1060]
continued-header[interactable] [562, 1758, 667, 1773]
article-paragraph: جبکہ انہوں نے مزید کہا کہ حکومت کی جانب سے عوام کو ریلیف دینے کے لئے اقدامات کئے جا رہے ہیں اور صوبے میں امن و امان کی صورتحال کو بہتر بنانے کے لئے پولیس کو ہدایات جاری کر دی گئی ہیں۔ اجلاس میں مختلف امور پر تفصیلی غور کیا گیا اور فیصلہ کیا گیا کہ آئندہ اجلاس میں مزید پیش رفت کا جائزہ لیا جائے گا۔ [337, 1323, 446, 1395]
continued-label: بقیہ [309, 1068, 329, 1078]
article-paragraph: جبکہ انہوں نے مزید کہا کہ حکومت کی جانب سے عوام کو ریلیف دینے کے لئے اقدامات کئے جا رہے ہیں اور صوبے میں امن و امان کی صورتحال کو بہتر بنانے کے لئے پولیس کو ہدایات جاری کر دی گئی ہیں۔ اجلاس میں مختلف امور پر تفصیلی غور کیا گیا اور فیصلہ کیا گیا کہ آئندہ اجلاس میں مزید پیش رفت کا جائزہ لیا جائے گا۔ [226, 1161, 334, 1233]
continued-label: بقیہ [532, 202, 551, 212]
continued-header[interactable] [339, 513, 444, 528]
brand-name-urdu: انتخاب [531, 4, 734, 40]
continued-header[interactable] [227, 546, 333, 561]
continued-header[interactable] [785, 1300, 890, 1315]
article-paragraph: جبکہ انہوں نے مزید کہا کہ حکومت کی جانب سے عوام کو ریلیف دینے کے لئے اقدامات کئے جا رہے ہیں اور صوبے میں امن و امان کی صورتحال کو بہتر بنانے کے لئے پولیس کو ہدایات جاری کر دی گئی ہیں۔ اجلاس میں مختلف امور پر تفصیلی غور کیا گیا اور فیصلہ کیا گیا کہ آئندہ اجلاس میں مزید پیش رفت کا جائزہ لیا جائے گا۔ [560, 122, 669, 195]
article-paragraph: جبکہ انہوں نے مزید کہا کہ حکومت کی جانب سے عوام کو ریلیف دینے کے لئے اقدامات کئے جا رہے ہیں اور صوبے میں امن و امان کی صورتحال کو بہتر بنانے کے لئے پولیس کو ہدایات جاری کر دی گئی ہیں۔ اجلاس میں مختلف امور پر تفصیلی غور کیا گیا اور فیصلہ کیا گیا کہ آئندہ اجلاس میں مزید پیش رفت کا جائزہ لیا جائے گا۔ [337, 1095, 446, 1168]
phone-number[interactable]: 081-281448 [677, 95, 718, 103]
continued-number: 15 [566, 1239, 594, 1253]
article-paragraph: جبکہ انہوں نے مزید کہا کہ حکومت کی جانب سے عوام کو ریلیف دینے کے لئے اقدامات کئے جا رہے ہیں اور صوبے میں امن و امان کی صورتحال کو بہتر بنانے کے لئے پولیس کو ہدایات جاری کر دی گئی ہیں۔ اجلاس میں مختلف امور پر تفصیلی غور کیا گیا اور فیصلہ کیا گیا کہ آئندہ اجلاس میں مزید پیش رفت کا جائزہ لیا جائے گا۔ [449, 2351, 557, 2424]
continued-label: بقیہ [867, 1108, 886, 1118]
arrow-left-icon: ← [169, 710, 178, 721]
article-paragraph: جبکہ انہوں نے مزید کہا کہ حکومت کی جانب سے عوام کو ریلیف دینے کے لئے اقدامات کئے جا رہے ہیں اور صوبے میں امن و امان کی صورتحال کو بہتر بنانے کے لئے پولیس کو ہدایات جاری کر دی گئی ہیں۔ اجلاس میں مختلف امور پر تفصیلی غور کیا گیا اور فیصلہ کیا گیا کہ آئندہ اجلاس میں مزید پیش رفت کا جائزہ لیا جائے گا۔ [226, 912, 334, 984]
continued-header[interactable] [4, 276, 110, 291]
continued-header[interactable] [450, 1412, 556, 1427]
newspaper-logo: انتخاب [852, 3, 887, 39]
continued-number: 11 [566, 547, 594, 560]
city-urdu: کراچی [743, 10, 797, 29]
article-paragraph: جبکہ انہوں نے مزید کہا کہ حکومت کی جانب سے عوام کو ریلیف دینے کے لئے اقدامات کئے جا رہے ہیں اور صوبے میں امن و امان کی صورتحال کو بہتر بنانے کے لئے پولیس کو ہدایات جاری کر دی گئی ہیں۔ اجلاس میں مختلف امور پر تفصیلی غور کیا گیا اور فیصلہ کیا گیا کہ آئندہ اجلاس میں مزید پیش رفت کا جائزہ لیا جائے گا۔ [560, 2254, 669, 2326]
email-address[interactable]: Email: dailyintekhab@gmail.com [677, 141, 803, 149]
phone-list [677, 48, 811, 114]
continued-label: بقیہ [198, 321, 217, 331]
notice-phone-1: 52205-4487269- [19, 1389, 88, 1398]
continued-number: 18 [566, 1759, 594, 1772]
article-paragraph: جبکہ انہوں نے مزید کہا کہ حکومت کی جانب سے عوام کو ریلیف دینے کے لئے اقدامات کئے جا رہے ہیں اور صوبے میں امن و امان کی صورتحال کو بہتر بنانے کے لئے پولیس کو ہدایات جاری کر دی گئی ہیں۔ اجلاس میں مختلف امور پر تفصیلی غور کیا گیا اور فیصلہ کیا گیا کہ آئندہ اجلاس میں مزید پیش رفت کا جائزہ لیا جائے گا۔ [226, 1507, 334, 1580]
continued-number: 31 [455, 2105, 482, 2118]
continued-number: 53 [120, 125, 148, 138]
continued-label: بقیہ [198, 710, 217, 721]
phone-label: فیکس [793, 105, 811, 112]
brand-name-english: INTEKHAB [211, 7, 378, 40]
continued-header[interactable] [562, 1412, 667, 1427]
continued-header[interactable] [116, 708, 221, 723]
continued-number: 28 [455, 1586, 482, 1599]
continued-header[interactable] [562, 546, 667, 561]
article-paragraph: جبکہ انہوں نے مزید کہا کہ حکومت کی جانب سے عوام کو ریلیف دینے کے لئے اقدامات کئے جا رہے ہیں اور صوبے میں امن و امان کی صورتحال کو بہتر بنانے کے لئے پولیس کو ہدایات جاری کر دی گئی ہیں۔ اجلاس میں مختلف امور پر تفصیلی غور کیا گیا اور فیصلہ کیا گیا کہ آئندہ اجلاس میں مزید پیش رفت کا جائزہ لیا جائے گا۔ [673, 1385, 780, 1458]
article-paragraph: جبکہ انہوں نے مزید کہا کہ حکومت کی جانب سے عوام کو ریلیف دینے کے لئے اقدامات کئے جا رہے ہیں اور صوبے میں امن و امان کی صورتحال کو بہتر بنانے کے لئے پولیس کو ہدایات جاری کر دی گئی ہیں۔ اجلاس میں مختلف امور پر تفصیلی غور کیا گیا اور فیصلہ کیا گیا کہ آئندہ اجلاس میں مزید پیش رفت کا جائزہ لیا جائے گا۔ [226, 2026, 334, 2099]
article-paragraph: جبکہ انہوں نے مزید کہا کہ حکومت کی جانب سے عوام کو ریلیف دینے کے لئے اقدامات کئے جا رہے ہیں اور صوبے میں امن و امان کی صورتحال کو بہتر بنانے کے لئے پولیس کو ہدایات جاری کر دی گئی ہیں۔ اجلاس میں مختلف امور پر تفصیلی غور کیا گیا اور فیصلہ کیا گیا کہ آئندہ اجلاس میں مزید پیش رفت کا جائزہ لیا جائے گا۔ [114, 803, 223, 876]
continued-header[interactable] [450, 1239, 556, 1253]
article-paragraph: جبکہ انہوں نے مزید کہا کہ حکومت کی جانب سے عوام کو ریلیف دینے کے لئے اقدامات کئے جا رہے ہیں اور صوبے میں امن و امان کی صورتحال کو بہتر بنانے کے لئے پولیس کو ہدایات جاری کر دی گئی ہیں۔ اجلاس میں مختلف امور پر تفصیلی غور کیا گیا اور فیصلہ کیا گیا کہ آئندہ اجلاس میں مزید پیش رفت کا جائزہ لیا جائے گا۔ [337, 1171, 446, 1244]
continued-label: بقیہ [421, 224, 440, 234]
news-column [673, 930, 781, 1988]
continued-number: 17 [566, 1586, 594, 1599]
continued-header[interactable] [450, 546, 556, 561]
arrow-left-icon: ← [503, 2106, 512, 2118]
